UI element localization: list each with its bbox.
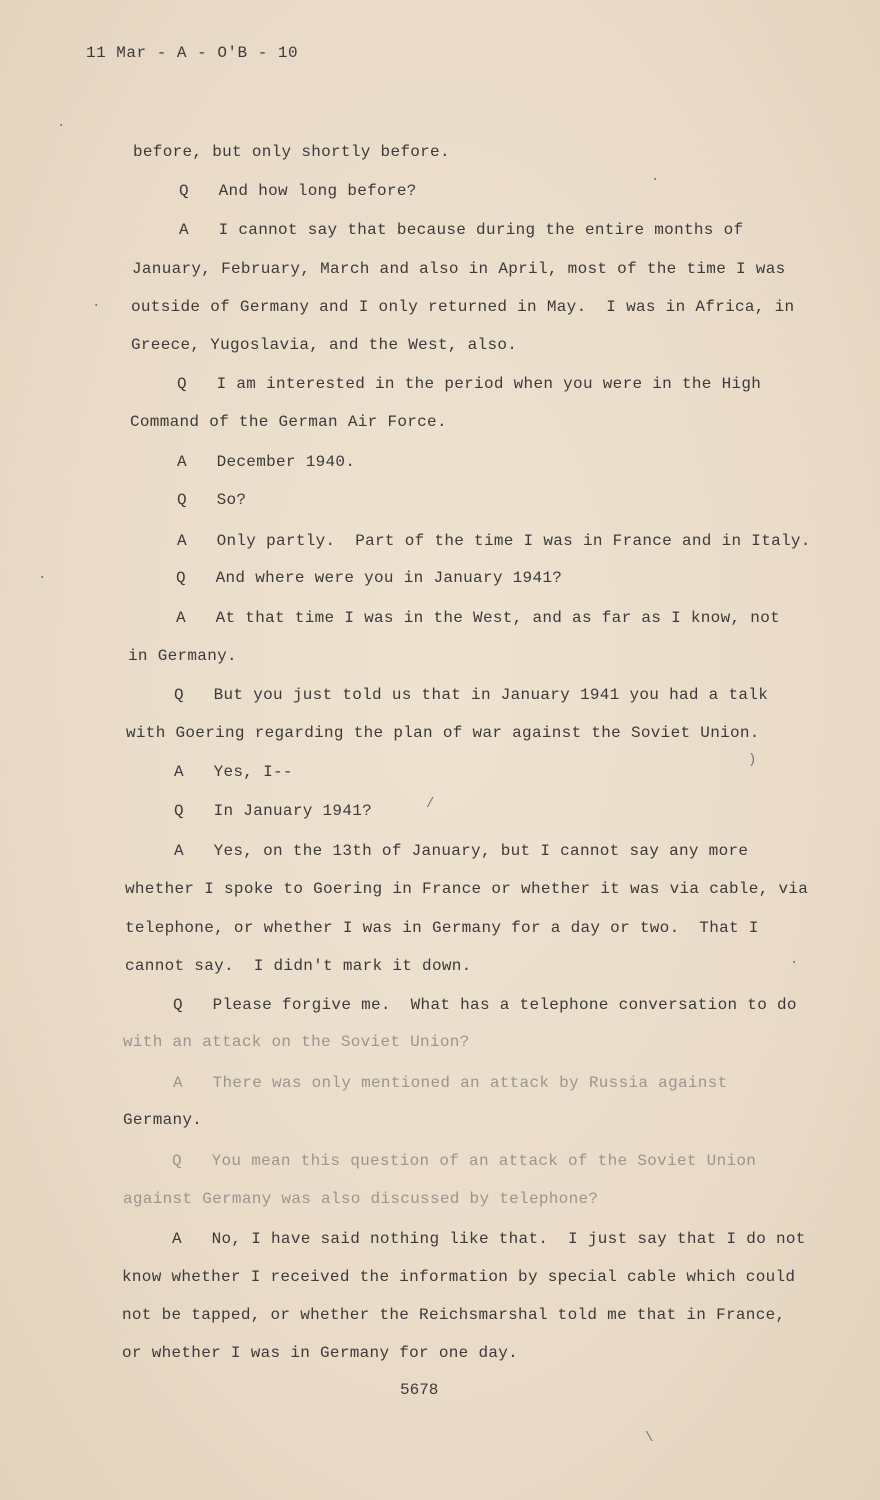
transcript-line: against Germany was also discussed by telephone? <box>123 1190 599 1208</box>
transcript-line: Q Please forgive me. What has a telephone conversation to do <box>173 996 797 1014</box>
transcript-line: Q So? <box>177 491 247 509</box>
transcript-line: Q I am interested in the period when you were in the High <box>177 375 762 393</box>
paper-speck: ) <box>748 752 757 768</box>
transcript-line: A I cannot say that because during the entire months of <box>179 221 744 239</box>
paper-speck: · <box>38 570 47 586</box>
transcript-line: outside of Germany and I only returned in May. I was in Africa, in <box>131 298 795 316</box>
transcript-line: A Yes, on the 13th of January, but I cannot say any more <box>174 842 749 860</box>
transcript-line: Germany. <box>123 1111 203 1129</box>
paper-speck: · <box>57 118 66 134</box>
transcript-line: before, but only shortly before. <box>133 143 450 161</box>
transcript-line: A Only partly. Part of the time I was in France and in Italy. <box>177 532 811 550</box>
paper-speck: · <box>790 955 799 971</box>
transcript-line: A Yes, I-- <box>174 763 293 781</box>
page-header: 11 Mar - A - O'B - 10 <box>86 44 299 62</box>
transcript-line: with Goering regarding the plan of war against the Soviet Union. <box>126 724 760 742</box>
paper-speck: · <box>651 172 660 188</box>
transcript-line: January, February, March and also in April, most of the time I was <box>132 260 786 278</box>
transcript-line: in Germany. <box>128 647 237 665</box>
paper-speck: \ <box>645 1430 654 1446</box>
transcript-line: whether I spoke to Goering in France or whether it was via cable, via <box>125 880 809 898</box>
transcript-line: telephone, or whether I was in Germany for a day or two. That I <box>125 919 759 937</box>
transcript-line: A No, I have said nothing like that. I just say that I do not <box>172 1230 806 1248</box>
transcript-line: not be tapped, or whether the Reichsmarshal told me that in France, <box>122 1306 786 1324</box>
transcript-line: A December 1940. <box>177 453 356 471</box>
transcript-line: Q In January 1941? <box>174 802 373 820</box>
transcript-line: Command of the German Air Force. <box>130 413 447 431</box>
transcript-line: Q And how long before? <box>179 182 417 200</box>
paper-speck: · <box>92 298 101 314</box>
transcript-line: know whether I received the information by special cable which could <box>122 1268 796 1286</box>
transcript-line: Greece, Yugoslavia, and the West, also. <box>131 336 518 354</box>
transcript-line: cannot say. I didn't mark it down. <box>125 957 472 975</box>
transcript-line: Q But you just told us that in January 1941 you had a talk <box>174 686 769 704</box>
transcript-line: with an attack on the Soviet Union? <box>123 1033 470 1051</box>
page-number: 5678 <box>400 1381 439 1399</box>
transcript-line: Q And where were you in January 1941? <box>176 569 563 587</box>
paper-speck: / <box>426 796 435 812</box>
transcript-line: Q You mean this question of an attack of the Soviet Union <box>172 1152 757 1170</box>
transcript-line: or whether I was in Germany for one day. <box>122 1344 519 1362</box>
transcript-line: A There was only mentioned an attack by Russia against <box>173 1074 728 1092</box>
transcript-line: A At that time I was in the West, and as far as I know, not <box>176 609 780 627</box>
